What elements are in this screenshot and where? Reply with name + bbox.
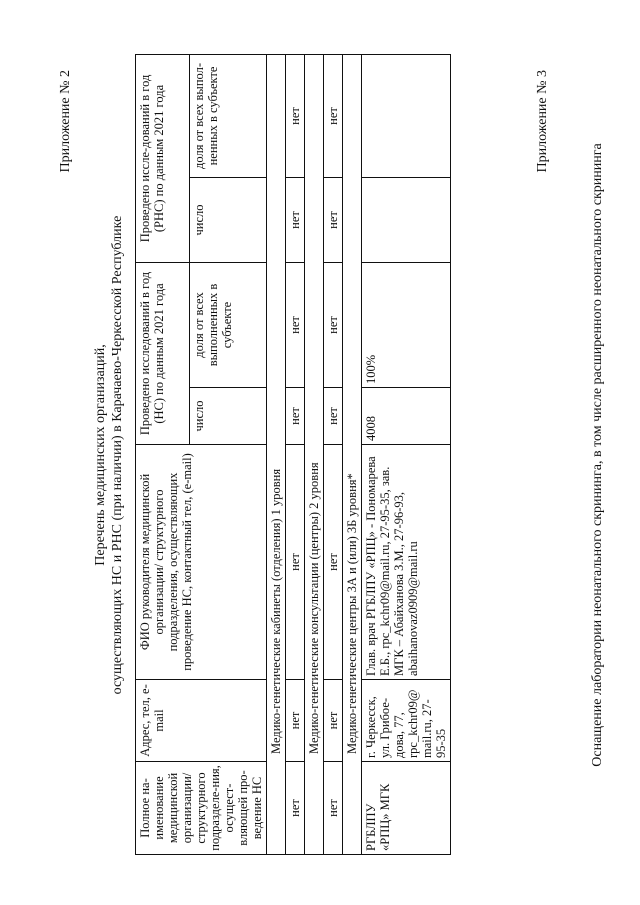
cell-head: нет xyxy=(324,445,343,680)
cell-ns-share: нет xyxy=(324,262,343,387)
section-row-level-3 xyxy=(343,54,362,854)
cell-ns-count: нет xyxy=(324,388,343,445)
cell-ns-count: 4008 xyxy=(362,388,451,445)
footer-caption: Оснащение лаборатории неонатального скрининга, в том числе расширенного неонатального скрининга xyxy=(590,143,605,767)
cell-head: Глав. врач РГБЛПУ «РПЦ» - Пономарева Е.Б., rpc_kchr09@mail.ru, 27-95-35, зав. МГК – Абайханова З.М., 27-96-93, abaihanovaz0909@mail.ru xyxy=(362,445,451,680)
section-title: Медико-генетические центры 3А и (или) 3Б уровня* xyxy=(343,54,362,854)
organizations-table xyxy=(135,54,451,855)
cell-rns-count: нет xyxy=(286,177,305,262)
cell-head: нет xyxy=(286,445,305,680)
header-name: Полное на-именование медицинской организации/ структурного подразделе-ния, осущест-вляющей про-ведение НС xyxy=(136,762,267,855)
document-title xyxy=(92,55,126,855)
header-ns: Проведено исследований в год (НС) по данным 2021 года xyxy=(136,262,190,444)
cell-rns-count xyxy=(362,177,451,262)
cell-rns-share xyxy=(362,54,451,177)
cell-name: нет xyxy=(324,762,343,855)
table-row xyxy=(286,54,305,854)
cell-name: РГБЛПУ «РПЦ» МГК xyxy=(362,762,451,855)
cell-name: нет xyxy=(286,762,305,855)
header-head: ФИО руководителя медицинской организации/ структурного подразделения, осуществляющих проведение НС, контактный тел, (e-mail) xyxy=(136,445,267,680)
cell-address: нет xyxy=(286,680,305,762)
title-line-2: осуществляющих НС и РНС (при наличии) в Карачаево-Черкесской Республике xyxy=(110,215,125,695)
header-ns-share: доля от всех выполненных в субъекте xyxy=(190,262,267,387)
section-row-level-2 xyxy=(305,54,324,854)
header-address: Адрес, тел, e-mail xyxy=(136,680,267,762)
section-title: Медико-генетические кабинеты (отделения) 1 уровня xyxy=(267,54,286,854)
table-row xyxy=(324,54,343,854)
cell-ns-count: нет xyxy=(286,388,305,445)
section-title: Медико-генетические консультации (центры) 2 уровня xyxy=(305,54,324,854)
header-ns-count: число xyxy=(190,388,267,445)
appendix-2-label: Приложение № 2 xyxy=(58,70,73,173)
header-rns: Проведено иссле-дований в год (РНС) по данным 2021 года xyxy=(136,54,190,262)
cell-rns-share: нет xyxy=(286,54,305,177)
cell-rns-share: нет xyxy=(324,54,343,177)
cell-ns-share: 100% xyxy=(362,262,451,387)
section-row-level-1 xyxy=(267,54,286,854)
cell-ns-share: нет xyxy=(286,262,305,387)
appendix-3-label: Приложение № 3 xyxy=(535,70,550,173)
header-row-1 xyxy=(136,54,190,854)
cell-address: нет xyxy=(324,680,343,762)
cell-address: г. Черкесск, ул. Грибое-дова, 77, rpc_kchr09@mail.ru, 27-95-35 xyxy=(362,680,451,762)
table-row xyxy=(362,54,451,854)
cell-rns-count: нет xyxy=(324,177,343,262)
title-line-1: Перечень медицинских организаций, xyxy=(93,344,108,566)
header-rns-count: число xyxy=(190,177,267,262)
header-rns-share: доля от всех выпол-ненных в субъекте xyxy=(190,54,267,177)
